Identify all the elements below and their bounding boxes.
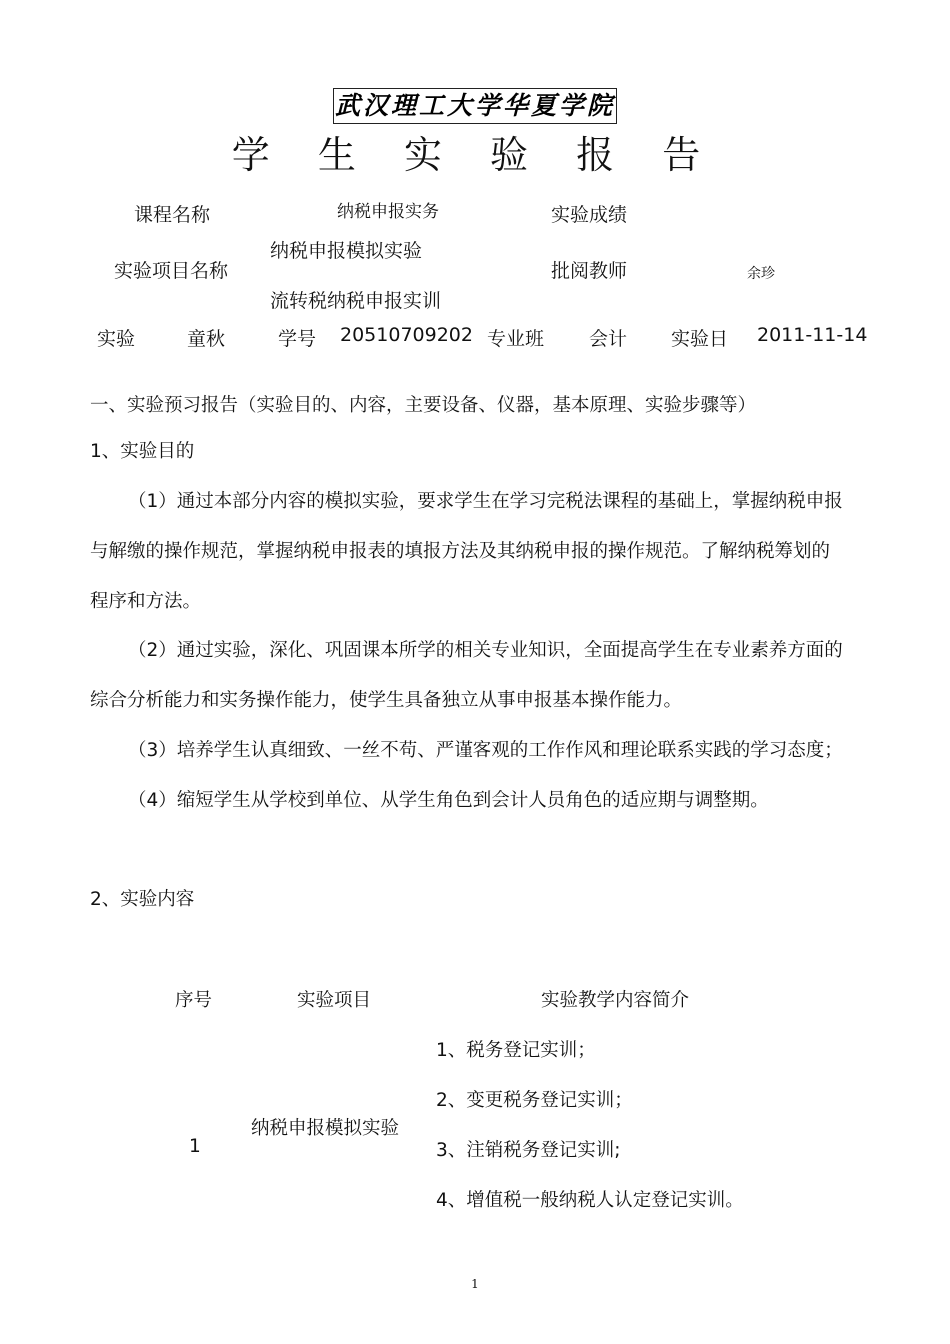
project-value-2: 流转税纳税申报实训	[270, 290, 442, 312]
table-row-no: 1	[189, 1136, 201, 1157]
date-label: 实验日	[671, 328, 729, 350]
paragraph-line: （2）通过实验，深化、巩固课本所学的相关专业知识，全面提高学生在专业素养方面的	[128, 640, 843, 661]
table-desc-item: 1、税务登记实训；	[436, 1040, 596, 1061]
table-header-item: 实验项目	[297, 990, 372, 1011]
date-value: 2011-11-14	[757, 324, 868, 346]
project-value-1: 纳税申报模拟实验	[270, 240, 423, 262]
subheading-purpose: 1、实验目的	[90, 441, 195, 462]
paragraph-line: （1）通过本部分内容的模拟实验，要求学生在学习完税法课程的基础上，掌握纳税申报	[128, 491, 843, 512]
teacher-label: 批阅教师	[551, 260, 628, 282]
major-value: 会计	[589, 328, 628, 350]
section-heading: 一、实验预习报告（实验目的、内容，主要设备、仪器，基本原理、实验步骤等）	[90, 395, 757, 416]
exp-label: 实验	[97, 328, 136, 350]
table-row-item: 纳税申报模拟实验	[251, 1118, 400, 1139]
table-header-desc: 实验教学内容简介	[541, 990, 690, 1011]
report-title: 学 生 实 验 报 告	[231, 133, 719, 177]
student-id-label: 学号	[278, 328, 317, 350]
school-logo: 武汉理工大学华夏学院	[333, 88, 617, 124]
student-id: 20510709202	[340, 324, 473, 346]
course-label: 课程名称	[134, 204, 211, 226]
paragraph-line: （4）缩短学生从学校到单位、从学生角色到会计人员角色的适应期与调整期。	[128, 790, 769, 811]
subheading-content: 2、实验内容	[90, 889, 195, 910]
major-label: 专业班	[487, 328, 545, 350]
course-value: 纳税申报实务	[337, 202, 439, 222]
student-name: 童秋	[187, 328, 226, 350]
page-number: 1	[471, 1277, 479, 1291]
paragraph-line: 程序和方法。	[90, 591, 202, 612]
paragraph-line: （3）培养学生认真细致、一丝不苟、严谨客观的工作作风和理论联系实践的学习态度；	[128, 740, 843, 761]
table-header-no: 序号	[175, 990, 213, 1011]
table-desc-item: 2、变更税务登记实训；	[436, 1090, 633, 1111]
project-label: 实验项目名称	[114, 260, 229, 282]
table-desc-item: 4、增值税一般纳税人认定登记实训。	[436, 1190, 744, 1211]
paragraph-line: 综合分析能力和实务操作能力，使学生具备独立从事申报基本操作能力。	[90, 690, 683, 711]
teacher-value: 余珍	[747, 266, 775, 282]
table-desc-item: 3、注销税务登记实训;	[436, 1140, 621, 1161]
paragraph-line: 与解缴的操作规范，掌握纳税申报表的填报方法及其纳税申报的操作规范。了解纳税筹划的	[90, 541, 831, 562]
score-label: 实验成绩	[551, 204, 628, 226]
